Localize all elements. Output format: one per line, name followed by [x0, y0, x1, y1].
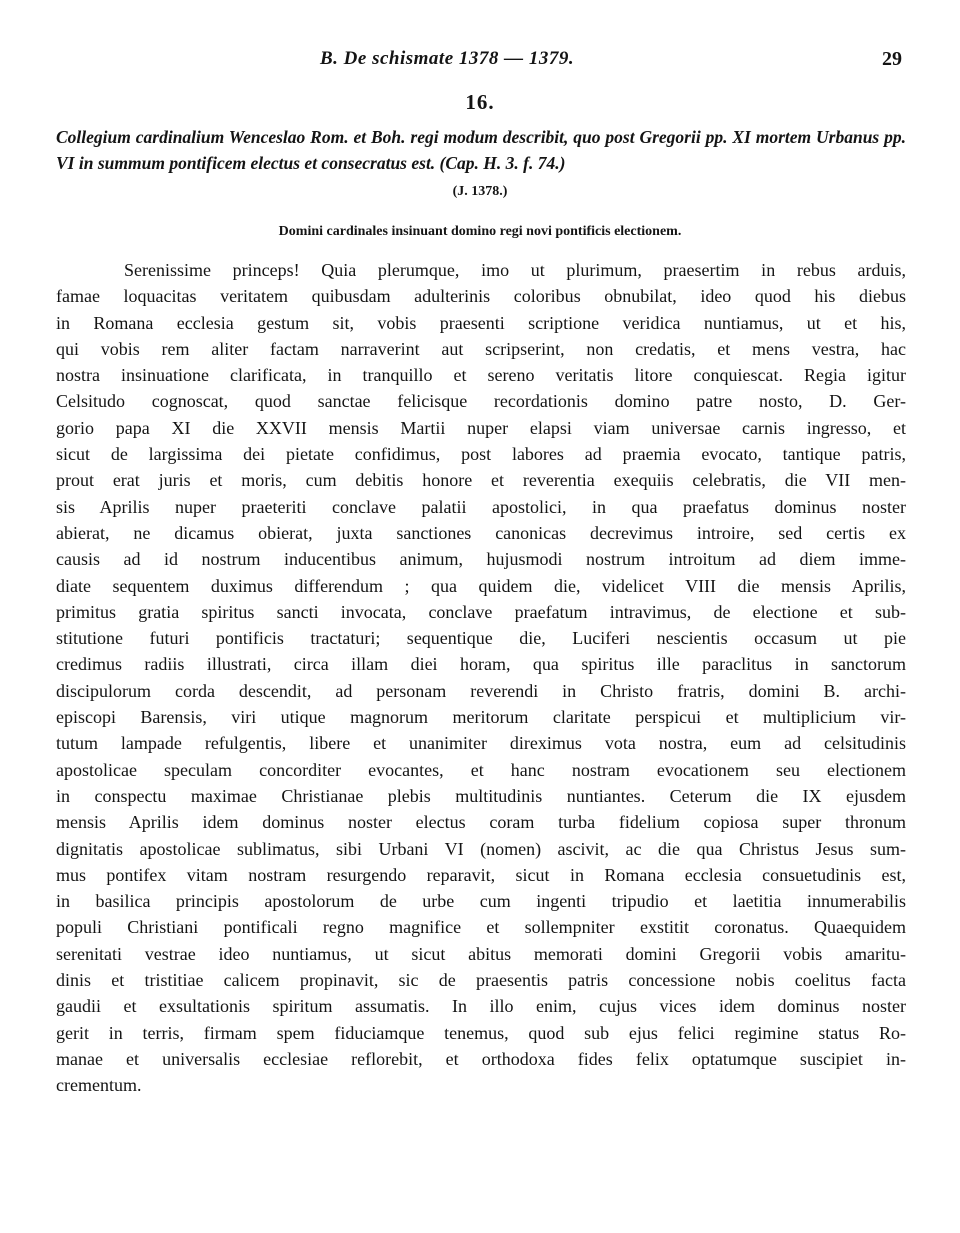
body-line: populi Christiani pontificali regno magnifice et sollempniter exstitit coronatus. Quaequidem	[56, 917, 906, 938]
body-line: sicut de largissima dei pietate confidimus, post labores ad praemia evocato, tantique patris,	[56, 444, 906, 465]
running-header	[0, 48, 960, 78]
body-line: prout erat juris et moris, cum debitis honore et reverentia exequiis celebratis, die VII men-	[56, 470, 906, 491]
body-line: famae loquacitas veritatem quibusdam adulterinis coloribus obnubilat, ideo quod his diebus	[56, 286, 906, 307]
body-line: dignitatis apostolicae sublimatus, sibi Urbani VI (nomen) ascivit, ac die qua Christus Jesus sum-	[56, 838, 906, 859]
body-line: in basilica principis apostolorum de urbe cum ingenti tripudio et laetitia innumerabilis	[56, 891, 906, 912]
body-line: episcopi Barensis, viri utique magnorum meritorum claritate perspicui et multiplicium vir-	[56, 707, 906, 728]
body-line: primitus gratia spiritus sancti invocata, conclave praefatum intravimus, de electione et sub-	[56, 601, 906, 622]
body-line: manae et universalis ecclesiae reflorebit, et orthodoxa fides felix optatumque suscipiet in-	[56, 1048, 906, 1069]
body-line: Celsitudo cognoscat, quod sanctae felicisque recordationis domino patre nosto, D. Ger-	[56, 391, 906, 412]
page-number: 29	[882, 48, 902, 70]
body-line: causis ad id nostrum inducentibus animum, hujusmodi nostrum introitum ad diem imme-	[56, 549, 906, 570]
body-line: mensis Aprilis idem dominus noster electus coram turba fidelium copiosa super thronum	[56, 812, 906, 833]
body-line: in Romana ecclesia gestum sit, vobis praesenti scriptione veridica nuntiamus, ut et his,	[56, 312, 906, 333]
body-line: credimus radiis illustrati, circa illam diei horam, qua spiritus ille paraclitus in sanctorum	[56, 654, 906, 675]
body-line: sis Aprilis nuper praeteriti conclave palatii apostolici, in qua praefatus dominus noster	[56, 496, 906, 517]
body-line: diate sequentem duximus differendum ; qua quidem die, videlicet VIII die mensis Aprilis,	[56, 575, 906, 596]
running-title: B. De schismate 1378 — 1379.	[320, 48, 575, 69]
body-line: in conspectu maximae Christianae plebis multitudinis nuntiantes. Ceterum die IX ejusdem	[56, 785, 906, 806]
body-line: tutum lampade refulgentis, libere et unanimiter direximus vota nostra, eum ad celsitudinis	[56, 733, 906, 754]
body-line: crementum.	[56, 1075, 142, 1096]
document-date: (J. 1378.)	[452, 184, 508, 199]
body-line: discipulorum corda descendit, ad personam reverendi in Christo fratris, domini B. archi-	[56, 680, 906, 701]
body-line: abierat, ne dicamus obierat, juxta sanctiones canonicas decrevimus introire, sed certis ex	[56, 522, 906, 543]
body-line: apostolicae speculam concorditer evocantes, et hanc nostram evocationem seu electionem	[56, 759, 906, 780]
body-text	[56, 257, 906, 1099]
body-line: serenitati vestrae ideo nuntiamus, ut sicut abitus memorati domini Gregorii vobis amaritu-	[56, 943, 906, 964]
document-number: 16.	[465, 90, 495, 114]
body-line: gorio papa XI die XXVII mensis Martii nuper elapsi viam universae carnis ingresso, et	[56, 417, 906, 438]
body-line: gaudii et exsultationis spiritum assumatis. In illo enim, cujus vices idem dominus noster	[56, 996, 906, 1017]
body-line: Serenissime princeps! Quia plerumque, imo ut plurimum, praesertim in rebus arduis,	[124, 260, 906, 280]
document-heading: Collegium cardinalium Wenceslao Rom. et Boh. regi modum describit, quo post Gregorii pp. XI mortem Urbanus pp. VI in summum pontificem electus et consecratus est. (Cap. H. 3. f. 74.)	[56, 127, 906, 173]
body-line: nostra insinuatione clarificata, in tranquillo et sereno veritatis litore conquiescat. Regia igitur	[56, 365, 906, 386]
body-line: qui vobis rem aliter factam narraverint aut scripserint, non credatis, et mens vestra, hac	[56, 338, 906, 359]
document-summary: Domini cardinales insinuant domino regi novi pontificis electionem.	[278, 224, 682, 239]
body-line: gerit in terris, firmam spem fiduciamque tenemus, quod sub ejus felici regimine status Ro-	[56, 1022, 906, 1043]
body-line: dinis et tristitiae calicem propinavit, sic de praesentis patris concessione nobis coelitus facta	[56, 970, 906, 991]
body-line: mus pontifex vitam nostram resurgendo reparavit, sicut in Romana ecclesia consuetudinis est,	[56, 864, 906, 885]
body-line: stitutione futuri pontificis tractaturi; sequentique die, Luciferi nescientis occasum ut pie	[56, 628, 906, 649]
